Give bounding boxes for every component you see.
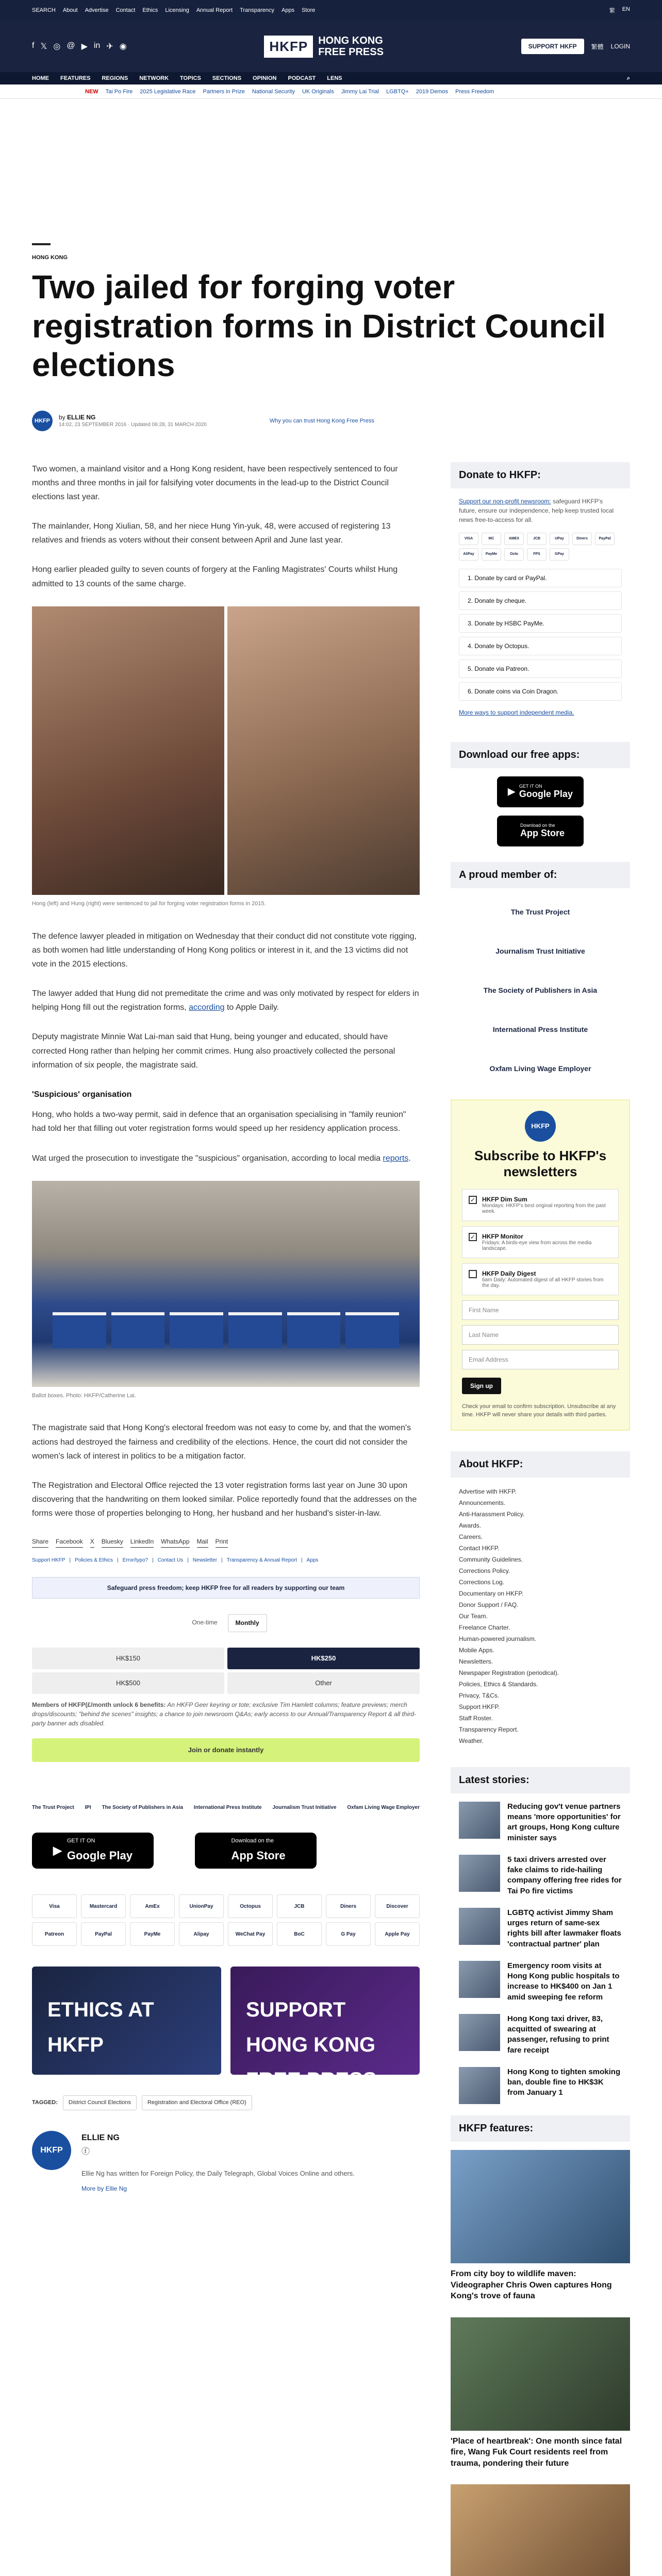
card-logos	[451, 533, 630, 561]
about-link[interactable]: Privacy, T&Cs.	[459, 1691, 500, 1699]
story-thumbnail	[459, 1961, 500, 1998]
google-play-icon: ▶	[508, 786, 515, 797]
about-link[interactable]: Documentary on HKFP.	[459, 1589, 524, 1597]
newsletter-name: HKFP Monitor	[482, 1232, 523, 1240]
story-title: LGBTQ activist Jimmy Sham urges return of same-sex rights bill after lawmaker floats 'contractual partner' plan	[507, 1908, 621, 1948]
nav-podcast[interactable]: PODCAST	[288, 75, 316, 81]
reports-link[interactable]: reports	[383, 1154, 409, 1163]
about-link[interactable]: Staff Roster.	[459, 1714, 493, 1722]
partner-logo[interactable]: Journalism Trust Initiative	[272, 1805, 337, 1811]
story-thumbnail	[459, 2014, 500, 2051]
features-heading: HKFP features:	[451, 2115, 630, 2142]
paragraph: The Registration and Electoral Office rejected the 13 voter registration forms last year on June 30 upon discovering that the handwriting on them looked similar. Police reportedly found that the addresses on the forms were those of properties belonging to Hong, her husband and her husband's sister-in-law.	[32, 1481, 417, 1518]
article-footer-links: Support HKFP | Policies & Ethics | Error/typo? | Contact Us | Newsletter | Transparency & Annual Report | Apps	[32, 1556, 420, 1565]
author-name[interactable]: ELLIE NG	[81, 2133, 120, 2142]
app-store-badges	[32, 1833, 420, 1869]
partner-logo[interactable]: The Trust Project	[32, 1805, 74, 1811]
about-link[interactable]: Our Team.	[459, 1612, 488, 1620]
badge-small: Download on the	[520, 823, 555, 828]
ballot-boxes-photo	[32, 1181, 420, 1387]
footer-link[interactable]: Apps	[306, 1557, 319, 1563]
about-link[interactable]: Policies, Ethics & Standards.	[459, 1680, 538, 1688]
text: to Apple Daily.	[224, 1003, 279, 1012]
nav-network[interactable]: NETWORK	[139, 75, 169, 81]
promo-banners	[32, 1967, 420, 2092]
newsletter-desc: Fridays: A birds-eye view from across the media landscape.	[482, 1240, 592, 1251]
story-thumbnail	[459, 1855, 500, 1892]
share-linkedin[interactable]: LinkedIn	[130, 1536, 154, 1548]
threads-icon[interactable]: @	[67, 41, 75, 50]
donate-text: safeguard HKFP's future, ensure our independence, help keep trusted local news free-to-access for all.	[459, 497, 614, 523]
nav-regions[interactable]: REGIONS	[102, 75, 128, 81]
about-link[interactable]: Corrections Policy.	[459, 1567, 510, 1574]
paragraph: Hong earlier pleaded guilty to seven counts of forgery at the Fanling Magistrates' Courts whilst Hung admitted to 13 counts of the same charge.	[32, 565, 398, 588]
payment-logos	[32, 1894, 420, 1946]
card-logo: AliPay	[459, 548, 478, 561]
proud-heading: A proud member of:	[451, 862, 630, 888]
payment-logo: PayMe	[130, 1922, 175, 1946]
ticker-item[interactable]: 2019 Demos	[416, 88, 449, 95]
author-avatar[interactable]: HKFP	[32, 411, 53, 431]
social-icons	[32, 41, 127, 52]
about-link[interactable]: Careers.	[459, 1533, 483, 1540]
donate-method[interactable]: 3. Donate by HSBC PayMe.	[459, 614, 622, 633]
card-logo: PayPal	[595, 533, 615, 545]
members-lead: Members of HKFP(£/month unlock 6 benefits:	[32, 1701, 166, 1708]
author-line	[59, 414, 207, 421]
frequency-toggle	[32, 1614, 420, 1632]
story-item[interactable]	[459, 2014, 622, 2056]
top-link-advertise[interactable]: Advertise	[85, 7, 109, 13]
lang-toggle[interactable]: 繁體	[591, 43, 604, 50]
card-logo: AMEX	[504, 533, 524, 545]
share-x[interactable]: X	[90, 1536, 94, 1548]
about-link[interactable]: Newspaper Registration (periodical).	[459, 1669, 559, 1676]
apps-heading: Download our free apps:	[451, 742, 630, 768]
author-name-link[interactable]: ELLIE NG	[67, 414, 96, 421]
more-ways-link[interactable]: More ways to support independent media.	[459, 708, 574, 716]
about-heading: About HKFP:	[451, 1451, 630, 1478]
google-play-badge[interactable]	[497, 776, 584, 807]
google-play-badge[interactable]	[32, 1833, 154, 1869]
subheading: 'Suspicious' organisation	[32, 1090, 132, 1099]
nav-opinion[interactable]: OPINION	[253, 75, 277, 81]
ticker-item[interactable]: Partners in Prize	[203, 88, 245, 95]
paragraph: The defence lawyer pleaded in mitigation on Wednesday that their conduct did not constitute vote rigging, as both women had little understanding of Hong Kong politics or interest in it, and the 13 victims did not vote in the 2015 elections.	[32, 931, 417, 969]
partner-logo[interactable]: International Press Institute	[193, 1805, 262, 1811]
lang-zh-link[interactable]: 繁	[609, 8, 615, 14]
topic-ticker	[0, 84, 662, 99]
article-body	[32, 462, 420, 2576]
photo-caption: Ballot boxes. Photo: HKFP/Catherine Lai.	[32, 1392, 136, 1399]
donate-intro	[451, 497, 630, 524]
top-link-store[interactable]: Store	[302, 7, 316, 13]
author-box	[32, 2131, 420, 2194]
donate-link[interactable]: Support our non-profit newsroom:	[459, 497, 551, 505]
article-title: Two jailed for forging voter registration forms in District Council elections	[32, 268, 606, 384]
member-logo[interactable]: Journalism Trust Initiative	[495, 946, 585, 955]
feature-image[interactable]	[451, 2484, 630, 2576]
logo-line-2: FREE PRESS	[318, 46, 384, 58]
ethics-promo[interactable]: ETHICS AT HKFP	[32, 1967, 221, 2075]
about-link[interactable]: Corrections Log.	[459, 1578, 505, 1586]
ticker-item[interactable]: Tai Po Fire	[105, 88, 133, 95]
member-logo[interactable]: Oxfam Living Wage Employer	[489, 1064, 591, 1073]
youtube-icon[interactable]: ▶	[81, 42, 88, 51]
footer-link[interactable]: Contact Us	[157, 1557, 184, 1563]
card-logo: FPS	[527, 548, 547, 561]
app-store-badge[interactable]	[497, 816, 584, 846]
about-link[interactable]: Donor Support / FAQ.	[459, 1601, 519, 1608]
membership-logos	[451, 896, 630, 1084]
members-benefits	[32, 1700, 420, 1728]
payment-logo: Visa	[32, 1894, 77, 1918]
top-bar	[0, 0, 662, 21]
app-store-badge[interactable]	[195, 1833, 317, 1869]
top-link-search[interactable]: SEARCH	[32, 7, 56, 13]
x-icon[interactable]: 𝕏	[40, 42, 47, 51]
paragraph	[32, 1151, 420, 1165]
badge-text: Google Play	[67, 1849, 133, 1862]
footer-link[interactable]: Transparency & Annual Report	[226, 1557, 297, 1563]
donate-method[interactable]: 2. Donate by cheque.	[459, 591, 622, 610]
author-bio: Ellie Ng has written for Foreign Policy, the Daily Telegraph, Global Voices Online and others.	[81, 2170, 355, 2178]
story-thumbnail	[459, 2067, 500, 2104]
about-links	[451, 1486, 630, 1747]
text: .	[408, 1154, 411, 1163]
donate-method[interactable]: 4. Donate by Octopus.	[459, 637, 622, 655]
about-link[interactable]: Announcements.	[459, 1499, 506, 1506]
tag[interactable]: District Council Elections	[63, 2095, 137, 2110]
about-link[interactable]: Transparency Report.	[459, 1725, 519, 1733]
tags-label: TAGGED:	[32, 2099, 58, 2106]
payment-logo: Patreon	[32, 1922, 77, 1946]
card-logo: UPay	[550, 533, 569, 545]
feature-title[interactable]: 'Place of heartbreak': One month since fatal fire, Wang Fuk Court residents reel from trauma, pondering their future	[451, 2436, 622, 2468]
about-link[interactable]: Newsletters.	[459, 1657, 493, 1665]
about-link[interactable]: Contact HKFP.	[459, 1544, 500, 1552]
publish-date: 14:02, 23 SEPTEMBER 2016 · Updated 06:28, 31 MARCH 2020	[59, 422, 207, 428]
safeguard-banner: Safeguard press freedom; keep HKFP free for all readers by supporting our team	[32, 1577, 420, 1599]
search-icon[interactable]: ⌕	[626, 75, 630, 81]
member-logo[interactable]: The Society of Publishers in Asia	[483, 986, 598, 994]
about-link[interactable]: Advertise with HKFP.	[459, 1487, 517, 1495]
payment-logo: JCB	[277, 1894, 322, 1918]
photo-caption: Hong (left) and Hung (right) were sentenced to jail for forging voter registration forms in 2015.	[32, 900, 266, 907]
nav-topics[interactable]: TOPICS	[180, 75, 201, 81]
nav-home[interactable]: HOME	[32, 75, 49, 81]
ticker-item[interactable]: UK Originals	[302, 88, 334, 95]
photo-hong	[32, 606, 224, 895]
partner-logo[interactable]: Oxfam Living Wage Employer	[347, 1805, 420, 1811]
footer-link[interactable]: Newsletter	[192, 1557, 218, 1563]
telegram-icon[interactable]: ✈	[106, 42, 113, 51]
site-logo[interactable]	[264, 35, 383, 58]
badge-small: GET IT ON	[519, 784, 542, 789]
card-logo: Octo	[504, 548, 524, 561]
more-by-author-link[interactable]: More by Ellie Ng	[81, 2185, 127, 2193]
latest-stories	[451, 1802, 630, 2104]
latest-heading: Latest stories:	[451, 1767, 630, 1793]
donate-method[interactable]: 5. Donate via Patreon.	[459, 659, 622, 678]
sidebar	[451, 462, 630, 2576]
card-logo: VISA	[459, 533, 478, 545]
members-text: An HKFP Geer keyring or tote; exclusive Tim Hamlett columns; feature previews; merch drops/discounts; "behind the scenes" insights; a chance to join newsroom Q&As; early access to our Annual/Transparency Report & all third-party banner ads disabled.	[32, 1701, 416, 1727]
top-link-apps[interactable]: Apps	[282, 7, 295, 13]
linkedin-icon[interactable]: in	[93, 41, 101, 50]
text: The lawyer added that Hung did not premeditate the crime and was only motivated by respect for elders in helping Hong fill out the registration forms,	[32, 989, 419, 1012]
ticker-item[interactable]: 2025 Legislative Race	[140, 88, 196, 95]
newsletter-option[interactable]	[462, 1189, 619, 1221]
donate-method[interactable]: 1. Donate by card or PayPal.	[459, 569, 622, 587]
amount-option-other[interactable]: Other	[227, 1672, 420, 1694]
partner-logo[interactable]: IPI	[85, 1805, 91, 1811]
logo-box: HKFP	[264, 36, 313, 58]
amount-option[interactable]: HK$150	[32, 1648, 224, 1669]
card-logo: JCB	[527, 533, 547, 545]
rss-icon[interactable]: ◉	[119, 42, 127, 51]
newsletter-signup	[451, 1099, 630, 1431]
payment-logo: WeChat Pay	[228, 1922, 273, 1946]
ticker-item[interactable]: National Security	[252, 88, 295, 95]
article-tags	[32, 2095, 420, 2110]
logo-line-1: HONG KONG	[318, 35, 383, 46]
top-link-transparency[interactable]: Transparency	[240, 7, 274, 13]
updated-text: Updated 06:28, 31 MARCH 2020	[131, 422, 207, 428]
about-link[interactable]: Awards.	[459, 1521, 482, 1529]
paragraph: Deputy magistrate Minnie Wat Lai-man said that Hung, being younger and educated, should have corrected Hong rather than helping her commit crimes. Hung also proactively collected the personal information of six people, the magistrate said.	[32, 1032, 395, 1070]
payment-logo: Discover	[375, 1894, 420, 1918]
date-text: 14:02, 23 SEPTEMBER 2016	[59, 422, 127, 428]
story-item[interactable]	[459, 1908, 622, 1950]
newsletter-badge: HKFP	[525, 1111, 556, 1142]
tag[interactable]: Registration and Electoral Office (REO)	[142, 2095, 252, 2110]
story-item[interactable]	[459, 1961, 622, 2003]
share-label[interactable]: Share	[32, 1536, 48, 1548]
nav-lens[interactable]: LENS	[327, 75, 342, 81]
story-title: 5 taxi drivers arrested over fake claims to ride-hailing company offering free rides for Tai Po fire victims	[507, 1855, 622, 1895]
about-link[interactable]: Community Guidelines.	[459, 1555, 523, 1563]
feature-list	[451, 2150, 630, 2576]
story-title: Reducing gov't venue partners means 'more opportunities' for art groups, Hong Kong culture minister says	[507, 1802, 621, 1842]
card-logo: PayMe	[482, 548, 501, 561]
site-header	[0, 21, 662, 72]
story-item[interactable]	[459, 1802, 622, 1843]
footer-link[interactable]: Support HKFP	[32, 1557, 65, 1563]
support-button[interactable]: SUPPORT HKFP	[521, 39, 584, 54]
feature-image[interactable]	[451, 2150, 630, 2263]
defendants-photo	[32, 606, 420, 895]
payment-logo: PayPal	[81, 1922, 126, 1946]
paragraph: Hong, who holds a two-way permit, said in defence that an organisation specialising in "family reunion" had told her that filling out voter registration forms would speed up her residency application process.	[32, 1110, 406, 1133]
checkbox[interactable]: ✓	[469, 1233, 477, 1241]
paragraph: The magistrate said that Hong Kong's electoral freedom was not easy to come by, and that the women's actions had destroyed the fairness and credibility of the elections. Hence, the court did not consider the women's lack of interest in politics to be a mitigation factor.	[32, 1423, 411, 1461]
badge-small: GET IT ON	[67, 1838, 95, 1844]
signup-note: Check your email to confirm subscription. Unsubscribe at any time. HKFP will never share your details with third parties.	[462, 1403, 616, 1418]
payment-logo: G Pay	[326, 1922, 371, 1946]
newsletter-option[interactable]	[462, 1226, 619, 1258]
about-link[interactable]: Weather.	[459, 1737, 484, 1744]
about-link[interactable]: Anti-Harassment Policy.	[459, 1510, 525, 1518]
signup-button[interactable]: Sign up	[462, 1378, 501, 1394]
text: Wat urged the prosecution to investigate the "suspicious" organisation, according to local media	[32, 1154, 383, 1163]
source-link[interactable]: according	[189, 1003, 225, 1012]
lang-en-link[interactable]: EN	[622, 6, 630, 12]
badge-small: Download on the	[231, 1838, 274, 1844]
newsletter-title: Subscribe to HKFP's newsletters	[474, 1147, 607, 1179]
card-logo: MC	[482, 533, 501, 545]
top-link-ethics[interactable]: Ethics	[142, 7, 158, 13]
author-social-icon[interactable]: ⓕ	[81, 2147, 90, 2156]
top-link-contact[interactable]: Contact	[115, 7, 136, 13]
instagram-icon[interactable]: ◎	[53, 42, 61, 51]
google-play-icon: ▶	[53, 1844, 62, 1857]
story-title: Hong Kong to tighten smoking ban, double fine to HK$3K from January 1	[507, 2067, 621, 2097]
feature-title[interactable]: From city boy to wildlife maven: Videographer Chris Owen captures Hong Kong's trove of fauna	[451, 2269, 612, 2301]
paragraph: The mainlander, Hong Xiulian, 58, and her niece Hung Yin-yuk, 48, were accused of registering 13 relatives and friends as voters without their consent between April and June last year.	[32, 522, 391, 545]
author-avatar[interactable]: HKFP	[32, 2131, 71, 2170]
title-rule	[32, 243, 51, 245]
join-button[interactable]: Join or donate instantly	[32, 1738, 420, 1762]
donate-method[interactable]: 6. Donate coins via Coin Dragon.	[459, 682, 622, 701]
payment-logo: Diners	[326, 1894, 371, 1918]
article-category[interactable]: HONG KONG	[32, 255, 68, 261]
top-link-annual-report[interactable]: Annual Report	[196, 7, 233, 13]
photo-hung	[227, 606, 420, 895]
story-item[interactable]	[459, 1855, 622, 1896]
payment-logo: Alipay	[179, 1922, 224, 1946]
checkbox[interactable]	[469, 1270, 477, 1278]
story-title: Emergency room visits at Hong Kong public hospitals to increase to HK$400 on Jan 1 amid sweeping fee reform	[507, 1961, 620, 2002]
newsletter-name: HKFP Daily Digest	[482, 1269, 536, 1277]
ticker-item[interactable]: LGBTQ+	[386, 88, 409, 95]
feature-image[interactable]	[451, 2317, 630, 2431]
top-links	[32, 7, 315, 13]
newsletter-desc: 6am Daily: Automated digest of all HKFP stories from the day.	[482, 1277, 604, 1289]
payment-logo: Apple Pay	[375, 1922, 420, 1946]
last-name-input[interactable]: Last Name	[462, 1325, 619, 1345]
share-whatsapp[interactable]: WhatsApp	[161, 1536, 189, 1548]
top-link-licensing[interactable]: Licensing	[165, 7, 189, 13]
main-nav	[0, 72, 662, 84]
email-input[interactable]: Email Address	[462, 1350, 619, 1369]
badge-text: App Store	[231, 1849, 286, 1862]
share-bluesky[interactable]: Bluesky	[102, 1536, 123, 1548]
card-logo: Diners	[572, 533, 592, 545]
amount-option[interactable]: HK$500	[32, 1672, 224, 1694]
logo-text	[318, 35, 384, 58]
newsletter-name: HKFP Dim Sum	[482, 1195, 527, 1203]
payment-logo: UnionPay	[179, 1894, 224, 1918]
nav-sections[interactable]: SECTIONS	[212, 75, 242, 81]
paragraph	[32, 987, 420, 1014]
byline	[32, 411, 630, 431]
member-logo[interactable]: The Trust Project	[510, 907, 570, 916]
nav-features[interactable]: FEATURES	[60, 75, 91, 81]
ticker-item[interactable]: Press Freedom	[455, 88, 494, 95]
first-name-input[interactable]: First Name	[462, 1300, 619, 1320]
about-link[interactable]: Mobile Apps.	[459, 1646, 494, 1654]
footer-link[interactable]: Policies & Ethics	[75, 1557, 113, 1563]
share-bar	[32, 1536, 420, 1548]
trust-link[interactable]: Why you can trust Hong Kong Free Press	[269, 417, 374, 424]
donate-methods	[451, 569, 630, 701]
by-prefix: by	[59, 414, 65, 421]
one-time-tab[interactable]: One-time	[192, 1619, 218, 1626]
member-logo[interactable]: International Press Institute	[492, 1025, 588, 1033]
support-promo[interactable]: SUPPORT HONG KONG FREE PRESS	[230, 1967, 420, 2075]
share-facebook[interactable]: Facebook	[56, 1536, 83, 1548]
payment-logo: AmEx	[130, 1894, 175, 1918]
badge-text: Google Play	[519, 789, 573, 800]
top-link-about[interactable]: About	[62, 7, 78, 13]
partner-logo[interactable]: The Society of Publishers in Asia	[102, 1805, 184, 1811]
payment-logo: Octopus	[228, 1894, 273, 1918]
share-mail[interactable]: Mail	[197, 1536, 208, 1548]
footer-link[interactable]: Error/typo?	[122, 1557, 148, 1563]
share-print[interactable]: Print	[216, 1536, 228, 1548]
login-link[interactable]: LOGIN	[610, 43, 630, 50]
about-link[interactable]: Freelance Charter.	[459, 1623, 510, 1631]
about-link[interactable]: Human-powered journalism.	[459, 1635, 537, 1642]
newsletter-option[interactable]	[462, 1263, 619, 1295]
newsletter-desc: Mondays: HKFP's best original reporting from the past week.	[482, 1202, 606, 1214]
story-thumbnail	[459, 1802, 500, 1839]
facebook-icon[interactable]: f	[32, 41, 35, 50]
paragraph: Two women, a mainland visitor and a Hong Kong resident, have been respectively sentenced to four months and three months in jail for falsifying voter documents in the lead-up to the District Council elections last year.	[32, 464, 398, 501]
story-title: Hong Kong taxi driver, 83, acquitted of swearing at passenger, refusing to print fare receipt	[507, 2014, 609, 2055]
about-link[interactable]: Support HKFP.	[459, 1703, 500, 1710]
card-logo: GPay	[550, 548, 569, 561]
story-thumbnail	[459, 1908, 500, 1945]
amount-options	[32, 1648, 420, 1694]
amount-option-selected[interactable]: HK$250	[227, 1648, 420, 1669]
payment-logo: BoC	[277, 1922, 322, 1946]
monthly-tab[interactable]: Monthly	[228, 1614, 267, 1632]
checkbox[interactable]: ✓	[469, 1196, 477, 1204]
badge-text: App Store	[520, 828, 565, 839]
new-badge: NEW	[85, 88, 98, 95]
story-item[interactable]	[459, 2067, 622, 2104]
payment-logo: Mastercard	[81, 1894, 126, 1918]
partner-logos	[32, 1803, 420, 1812]
donate-heading: Donate to HKFP:	[451, 462, 630, 488]
ticker-item[interactable]: Jimmy Lai Trial	[341, 88, 379, 95]
